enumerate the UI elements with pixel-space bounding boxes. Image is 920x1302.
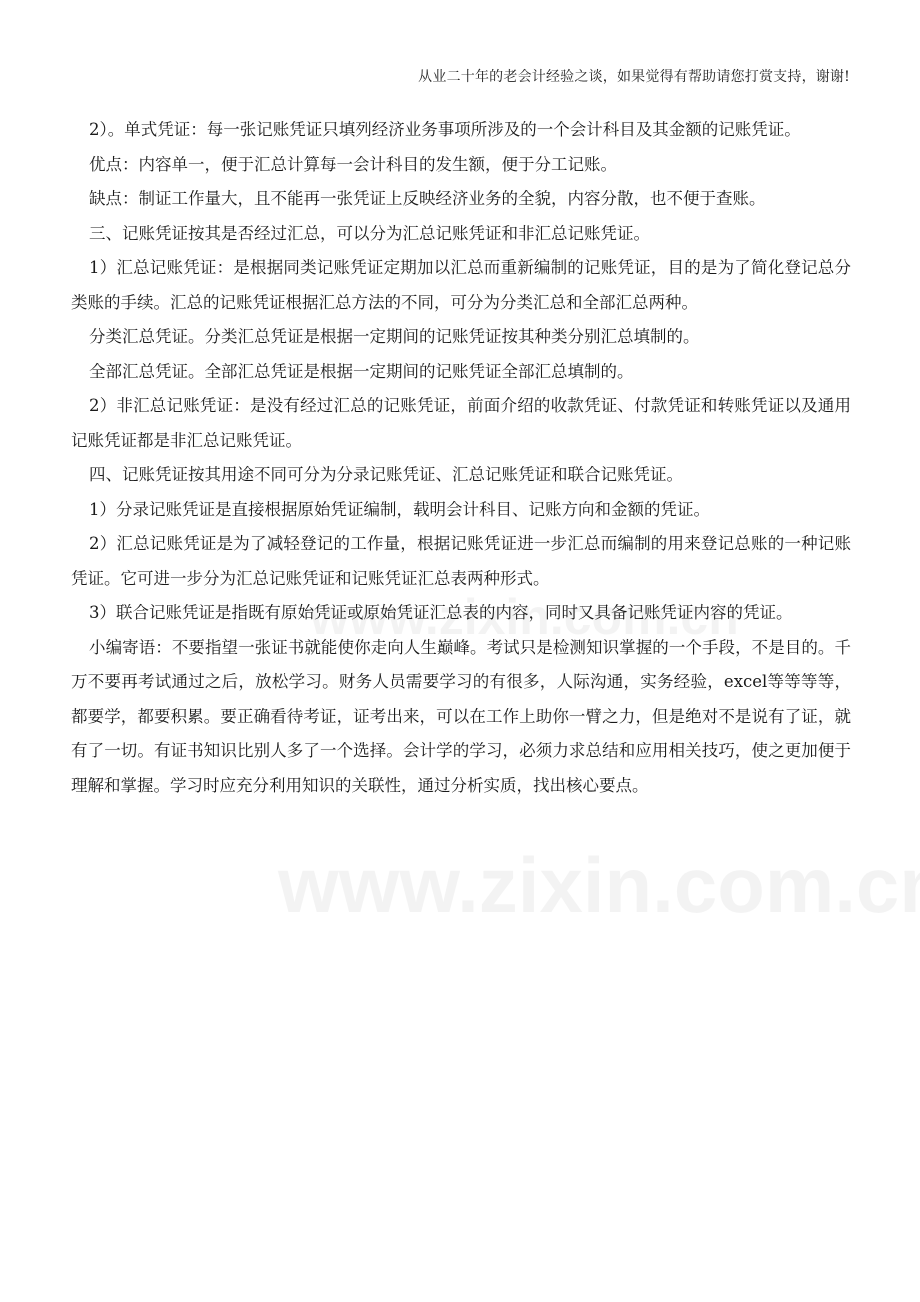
paragraph-advantages: 优点：内容单一，便于汇总计算每一会计科目的发生额，便于分工记账。 xyxy=(89,154,617,174)
paragraph-non-summary-voucher: 2）非汇总记账凭证：是没有经过汇总的记账凭证，前面介绍的收款凭证、付款凭证和转账凭证以及通用记账凭证都是非汇总记账凭证。 xyxy=(71,396,851,450)
paragraph-category-summary: 分类汇总凭证。分类汇总凭证是根据一定期间的记账凭证按其种类分别汇总填制的。 xyxy=(89,327,700,346)
watermark-text xyxy=(278,840,920,931)
paragraph-full-summary: 全部汇总凭证。全部汇总凭证是根据一定期间的记账凭证全部汇总填制的。 xyxy=(89,361,634,381)
paragraph-summary-voucher: 1）汇总记账凭证：是根据同类记账凭证定期加以汇总而重新编制的记账凭证，目的是为了简化登记总分类账的手续。汇总的记账凭证根据汇总方法的不同，可分为分类汇总和全部汇总两种。 xyxy=(71,258,851,312)
paragraph-editor-note: 小编寄语：不要指望一张证书就能使你走向人生巅峰。考试只是检测知识掌握的一个手段，不是目的。千万不要再考试通过之后，放松学习。财务人员需要学习的有很多，人际沟通，实务经验，excel等等等等，都要学，都要积累。要正确看待考证，证考出来，可以在工作上助你一臂之力，但是绝对不是说有了证，就有了一切。有证书知识比别人多了一个选择。会计学的学习，必须力求总结和应用相关技巧，使之更加便于理解和掌握。学习时应充分利用知识的关联性，通过分析实质，找出核心要点。 xyxy=(71,637,851,795)
section-heading-usage: 四、记账凭证按其用途不同可分为分录记账凭证、汇总记账凭证和联合记账凭证。 xyxy=(89,465,683,484)
document-body xyxy=(71,113,851,803)
section-heading-summary: 三、记账凭证按其是否经过汇总，可以分为汇总记账凭证和非汇总记账凭证。 xyxy=(89,223,650,243)
paragraph-disadvantages: 缺点：制证工作量大，且不能再一张凭证上反映经济业务的全貌，内容分散，也不便于查账。 xyxy=(89,189,766,208)
paragraph-entry-voucher: 1）分录记账凭证是直接根据原始凭证编制，载明会计科目、记账方向和金额的凭证。 xyxy=(89,499,710,519)
paragraph-summary-entry-voucher: 2）汇总记账凭证是为了减轻登记的工作量，根据记账凭证进一步汇总而编制的用来登记总账的一种记账凭证。它可进一步分为汇总记账凭证和记账凭证汇总表两种形式。 xyxy=(71,534,851,588)
paragraph-single-voucher: 2）。单式凭证：每一张记账凭证只填列经济业务事项所涉及的一个会计科目及其金额的记账凭证。 xyxy=(89,120,801,139)
paragraph-joint-voucher: 3）联合记账凭证是指既有原始凭证或原始凭证汇总表的内容，同时又具备记账凭证内容的凭证。 xyxy=(89,603,793,622)
header-note: 从业二十年的老会计经验之谈，如果觉得有帮助请您打赏支持，谢谢! xyxy=(418,69,850,85)
